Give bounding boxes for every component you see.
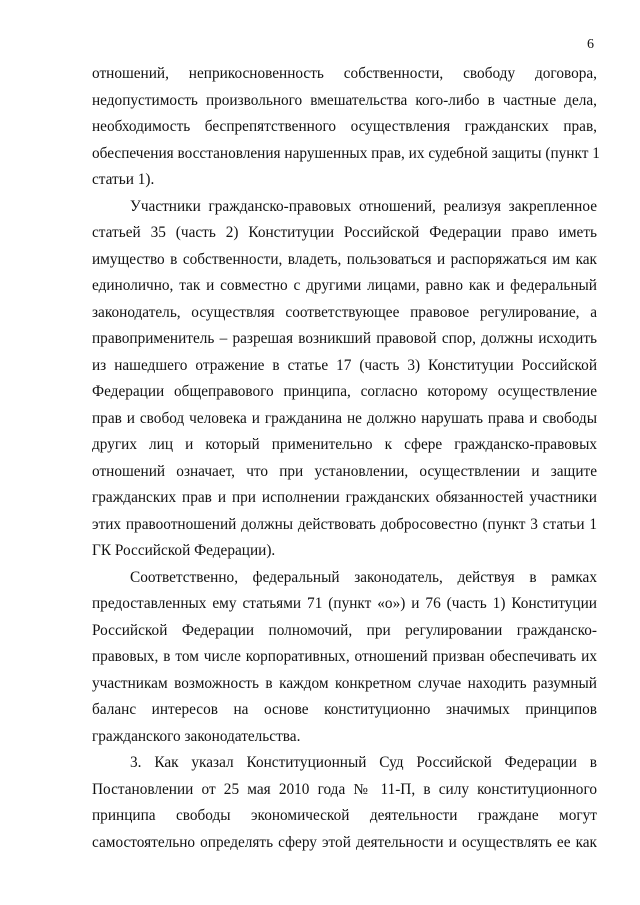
paragraph-3	[92, 565, 597, 751]
text-line: отношений, неприкосновенность собственности, свободу договора,	[92, 65, 597, 82]
text-line: других лиц и который применительно к сфере гражданско-правовых	[92, 436, 597, 453]
text-line: ГК Российской Федерации).	[92, 542, 276, 559]
text-line: принципа свободы экономической деятельности граждане могут	[92, 807, 597, 824]
text-line: Постановлении от 25 мая 2010 года № 11-П, в силу конституционного	[92, 780, 597, 798]
text-line: статьей 35 (часть 2) Конституции Российской Федерации право иметь	[92, 224, 597, 241]
paragraph-1	[92, 61, 600, 194]
text-line: предоставленных ему статьями 71 (пункт «о») и 76 (часть 1) Конституции	[92, 595, 597, 612]
text-line: законодатель, осуществляя соответствующее правовое регулирование, а	[92, 303, 597, 321]
text-line: Федерации общеправового принципа, согласно которому осуществление	[92, 383, 597, 400]
text-line: недопустимость произвольного вмешательства кого-либо в частные дела,	[92, 91, 597, 109]
text-line: самостоятельно определять сферу этой деятельности и осуществлять ее как	[92, 833, 597, 851]
text-line: правоприменитель – разрешая возникший правовой спор, должны исходить	[92, 330, 597, 347]
page-number: 6	[587, 37, 594, 52]
text-line: отношений означает, что при установлении, осуществлении и защите	[92, 462, 597, 480]
text-line: гражданских прав и при исполнении гражданских обязанностей участники	[92, 489, 597, 506]
text-line: правовых, в том числе корпоративных, отношений призван обеспечивать их	[92, 648, 597, 665]
text-line: единолично, так и совместно с другими лицами, равно как и федеральный	[92, 277, 597, 294]
text-line: прав и свобод человека и гражданина не должно нарушать права и свободы	[92, 409, 597, 427]
text-line: имущество в собственности, владеть, пользоваться и распоряжаться им как	[92, 250, 597, 268]
text-line: Российской Федерации полномочий, при регулировании гражданско-	[92, 621, 597, 639]
text-line: Участники гражданско-правовых отношений, реализуя закрепленное	[130, 197, 597, 215]
text-line: этих правоотношений должны действовать добросовестно (пункт 3 статьи 1	[92, 515, 597, 533]
text-line: из нашедшего отражение в статье 17 (часть 3) Конституции Российской	[92, 356, 597, 374]
paragraph-4	[92, 750, 597, 856]
text-line: участникам возможность в каждом конкретном случае находить разумный	[92, 674, 597, 692]
text-line: баланс интересов на основе конституционно значимых принципов	[92, 701, 597, 718]
text-line: статьи 1).	[92, 171, 155, 188]
text-line: обеспечения восстановления нарушенных прав, их судебной защиты (пункт 1	[92, 144, 600, 162]
text-line: необходимость беспрепятственного осуществления гражданских прав,	[92, 118, 597, 135]
text-line: Соответственно, федеральный законодатель, действуя в рамках	[130, 568, 597, 586]
text-line: гражданского законодательства.	[92, 727, 301, 745]
text-line: 3. Как указал Конституционный Суд Российской Федерации в	[130, 754, 597, 771]
paragraph-2	[92, 194, 597, 565]
document-body	[92, 61, 600, 856]
